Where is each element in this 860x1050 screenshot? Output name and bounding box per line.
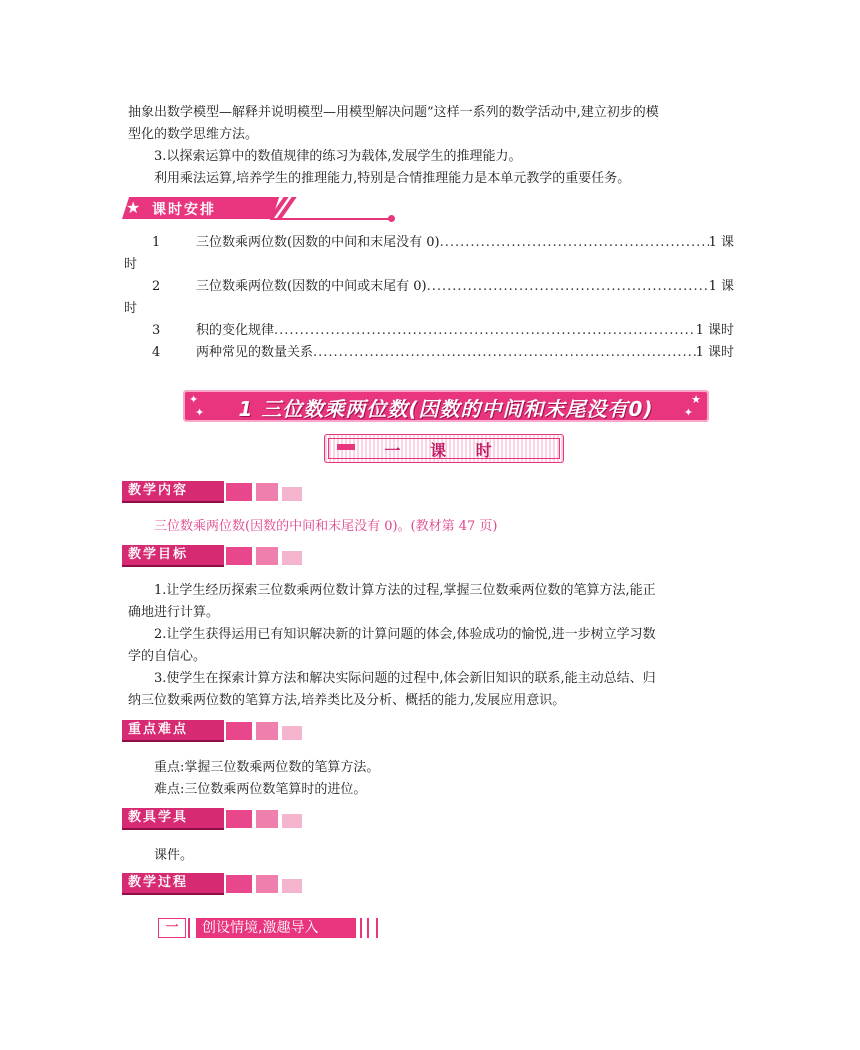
period-box <box>324 434 564 463</box>
item-number: 1 <box>152 235 161 250</box>
square-decoration <box>256 810 278 828</box>
square-decoration <box>282 726 302 740</box>
item-number: 3 <box>152 323 161 338</box>
section-label: 教具学具 <box>122 808 224 830</box>
section-label: 教学内容 <box>122 481 224 503</box>
step-header <box>158 918 384 938</box>
period-label: 一 课 时 <box>384 441 504 460</box>
item-title: 积的变化规律 <box>196 323 275 338</box>
tools-text: 课件。 <box>154 848 194 863</box>
item-title: 两种常见的数量关系 <box>196 345 314 360</box>
item-title: 三位数乘两位数(因数的中间或末尾有 0) <box>196 279 427 294</box>
step-title: 创设情境,激趣导入 <box>198 918 356 938</box>
section-label: 重点难点 <box>122 720 224 742</box>
item-hours-cont: 时 <box>124 257 138 272</box>
square-decoration <box>226 722 252 740</box>
leader-dots <box>274 320 696 342</box>
item-hours: 1 课 <box>708 279 734 294</box>
lesson-banner <box>183 390 709 422</box>
item-title: 三位数乘两位数(因数的中间和末尾没有 0) <box>196 235 440 250</box>
bar-decoration <box>188 918 198 938</box>
square-decoration <box>256 547 278 565</box>
leader-dots <box>313 342 696 364</box>
square-decoration <box>282 551 302 565</box>
goal-text: 3.使学生在探索计算方法和解决实际问题的过程中,体会新旧知识的联系,能主动总结、归 <box>154 671 656 686</box>
schedule-item <box>128 276 734 298</box>
item-number: 4 <box>152 345 161 360</box>
section-label: 教学目标 <box>122 545 224 567</box>
item-hours: 1 课时 <box>695 345 734 360</box>
intro-line: 抽象出数学模型—解释并说明模型—用模型解决问题”这样一系列的数学活动中,建立初步的模 <box>128 105 659 120</box>
intro-line: 利用乘法运算,培养学生的推理能力,特别是合情推理能力是本单元教学的重要任务。 <box>154 171 631 186</box>
goal-text: 纳三位数乘两位数的笔算方法,培养类比及分析、概括的能力,发展应用意识。 <box>128 693 566 708</box>
section-label: 教学过程 <box>122 873 224 895</box>
square-decoration <box>256 722 278 740</box>
item-hours: 1 课时 <box>695 323 734 338</box>
schedule-item <box>128 342 734 364</box>
schedule-item <box>128 232 734 254</box>
difficulty-text: 难点:三位数乘两位数笔算时的进位。 <box>154 782 367 797</box>
intro-line: 型化的数学思维方法。 <box>128 127 259 142</box>
square-decoration <box>256 875 278 893</box>
bar-decoration <box>360 918 378 938</box>
square-decoration <box>226 810 252 828</box>
lesson-title: 1 三位数乘两位数(因数的中间和末尾没有0) <box>238 397 654 421</box>
star-icon: ✦ <box>195 406 205 419</box>
item-number: 2 <box>152 279 161 294</box>
header-underline <box>270 218 390 220</box>
schedule-header-label: 课时安排 <box>152 202 216 218</box>
square-decoration <box>226 483 252 501</box>
star-icon: ★ <box>691 393 701 406</box>
square-decoration <box>226 875 252 893</box>
goal-text: 2.让学生获得运用已有知识解决新的计算问题的体会,体验成功的愉悦,进一步树立学习数 <box>154 627 656 642</box>
schedule-item <box>128 320 734 342</box>
schedule-item-cont <box>124 298 734 320</box>
focus-text: 重点:掌握三位数乘两位数的笔算方法。 <box>154 760 380 775</box>
content-text: 三位数乘两位数(因数的中间和末尾没有 0)。(教材第 47 页) <box>154 519 498 534</box>
header-dot <box>388 215 395 222</box>
schedule-item-cont <box>124 254 734 276</box>
item-hours: 1 课 <box>708 235 734 250</box>
star-icon: ✦ <box>189 393 199 406</box>
goal-text: 1.让学生经历探索三位数乘两位数计算方法的过程,掌握三位数乘两位数的笔算方法,能正 <box>154 583 656 598</box>
square-decoration <box>256 483 278 501</box>
star-icon: ✦ <box>683 406 693 419</box>
schedule-list <box>124 232 734 364</box>
goal-text: 确地进行计算。 <box>128 605 220 620</box>
square-decoration <box>282 879 302 893</box>
square-decoration <box>226 547 252 565</box>
schedule-header <box>122 197 397 223</box>
goal-text: 学的自信心。 <box>128 649 207 664</box>
step-number: 一 <box>158 918 186 938</box>
intro-line: 3.以探索运算中的数值规律的练习为载体,发展学生的推理能力。 <box>154 149 522 164</box>
square-decoration <box>282 814 302 828</box>
leader-dots <box>427 276 709 298</box>
square-decoration <box>282 487 302 501</box>
item-hours-cont: 时 <box>124 301 138 316</box>
star-icon: ★ <box>126 198 141 217</box>
leader-dots <box>440 232 709 254</box>
